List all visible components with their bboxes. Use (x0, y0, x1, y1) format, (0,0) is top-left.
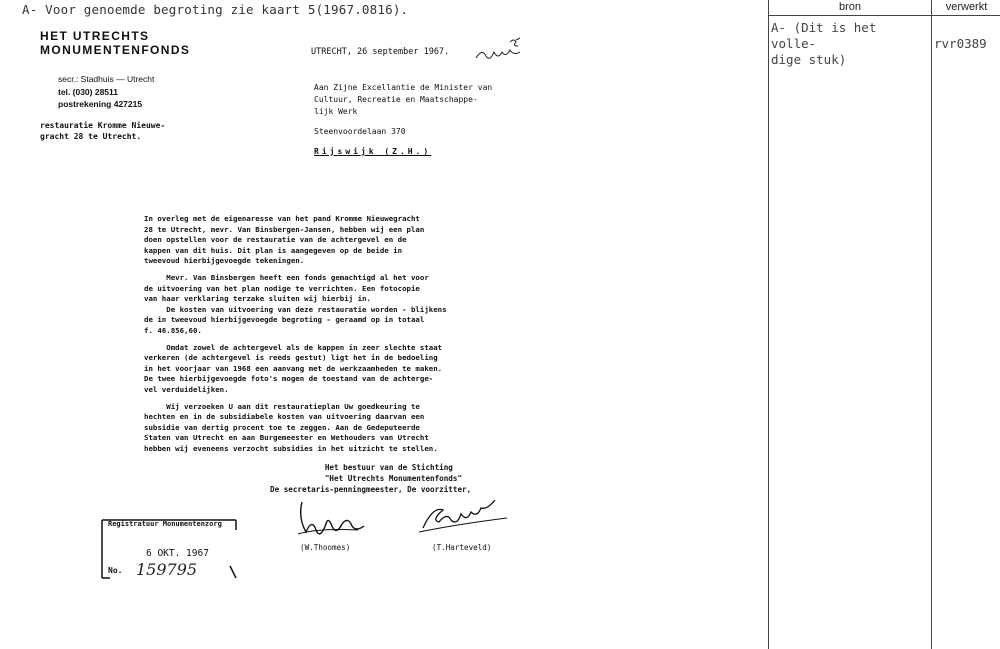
address-line: postrekening 427215 (58, 99, 143, 109)
recipient-line: Aan Zijne Excellantie de Minister van (314, 83, 493, 92)
bron-line: A- (Dit is het volle- (771, 20, 877, 51)
table-column-divider (931, 0, 932, 649)
bron-line: dige stuk) (771, 52, 847, 67)
letter-subject (40, 120, 165, 142)
verwerkt-cell: rvr0389 (934, 36, 987, 51)
closing-line: "Het Utrechts Monumentenfonds" (270, 474, 463, 483)
body-paragraph: In overleg met de eigenaresse van het pand Kromme Nieuwegracht 28 te Utrecht, mevr. Van Binsbergen-Jansen, hebben wij een plan doen opstellen voor de restauratie van de achtergevel en de kappen van dit huis. Dit plan is aangegeven op de beide in tweevoud hierbijgevoegde tekeningen. (144, 214, 425, 266)
recipient-line: lijk Werk (314, 107, 358, 116)
recipient-line: Cultuur, Recreatie en Maatschappe- (314, 95, 478, 104)
table-header-verwerkt: verwerkt (945, 1, 988, 13)
closing-line: Het bestuur van de Stichting (270, 463, 453, 472)
signature-left (288, 498, 378, 542)
stamp-date: 6 OKT. 1967 (146, 548, 209, 559)
bron-cell (771, 20, 929, 68)
registration-stamp (100, 518, 240, 580)
org-line-1: HET UTRECHTS (40, 29, 150, 43)
address-line: secr.: Stadhuis — Utrecht (58, 74, 155, 84)
table-header-divider (769, 15, 1000, 16)
body-paragraph: Mevr. Van Binsbergen heeft een fonds gemachtigd al het voor de uitvoering van het plan nodige te verrichten. Een fotocopie van haar verklaring terzake sluiten wij hierbij in. De kosten van uitvoering van deze restauratie worden - blijkens de in tweevoud hierbijgevoegde begroting - geraamd op in totaal f. 46.856,60. (144, 272, 447, 335)
stamp-title: Registratuur Monumentenzorg (108, 520, 222, 528)
letterhead-org (40, 29, 190, 57)
handwritten-note (470, 34, 530, 70)
subject-line: restauratie Kromme Nieuwe- (40, 121, 166, 130)
org-line-2: MONUMENTENFONDS (40, 43, 191, 57)
index-table (768, 0, 1000, 649)
stamp-number-label: No. (108, 566, 123, 575)
address-line: tel. (030) 28511 (58, 86, 119, 97)
body-paragraph: Omdat zowel de achtergevel als de kappen in zeer slechte staat verkeren (de achtergevel is reeds gestut) ligt het in de bedoeling in het voorjaar van 1968 een aanvang met de werkzaamheden te maken. De twee hierbijgevoegde foto's mogen de toestand van de achterge- vel verduidelijken. (144, 342, 443, 394)
letter-date: UTRECHT, 26 september 1967. (311, 47, 450, 57)
recipient-street: Steenvoordelaan 370 (314, 127, 406, 136)
letter-closing (270, 462, 471, 495)
signatory-right: (T.Harteveld) (432, 543, 492, 552)
stamp-number: 159795 (136, 560, 198, 579)
caption-text: A- Voor genoemde begroting zie kaart 5(1967.0816). (22, 2, 409, 17)
subject-line: gracht 28 te Utrecht. (40, 132, 142, 141)
table-header-bron: bron (838, 1, 862, 13)
letter-body (144, 214, 524, 460)
signatory-left: (W.Thoomes) (300, 543, 351, 552)
recipient-block (314, 82, 492, 158)
body-paragraph: Wij verzoeken U aan dit restauratieplan Uw goedkeuring te hechten en in de subsidiabele kosten van uitvoering daarvan een subsidie van dertig procent toe te zeggen. Aan de Gedeputeerde Staten van Utrecht en aan Burgemeester en Wethouders van Utrecht hebben wij eveneens verzocht subsidies in het uitzicht te stellen. (144, 401, 438, 453)
letterhead-address (58, 73, 154, 111)
closing-line: De secretaris-penningmeester, De voorzitter, (270, 485, 472, 494)
signature-right (415, 500, 515, 536)
recipient-city: Rijswijk (Z.H.) (314, 147, 432, 156)
